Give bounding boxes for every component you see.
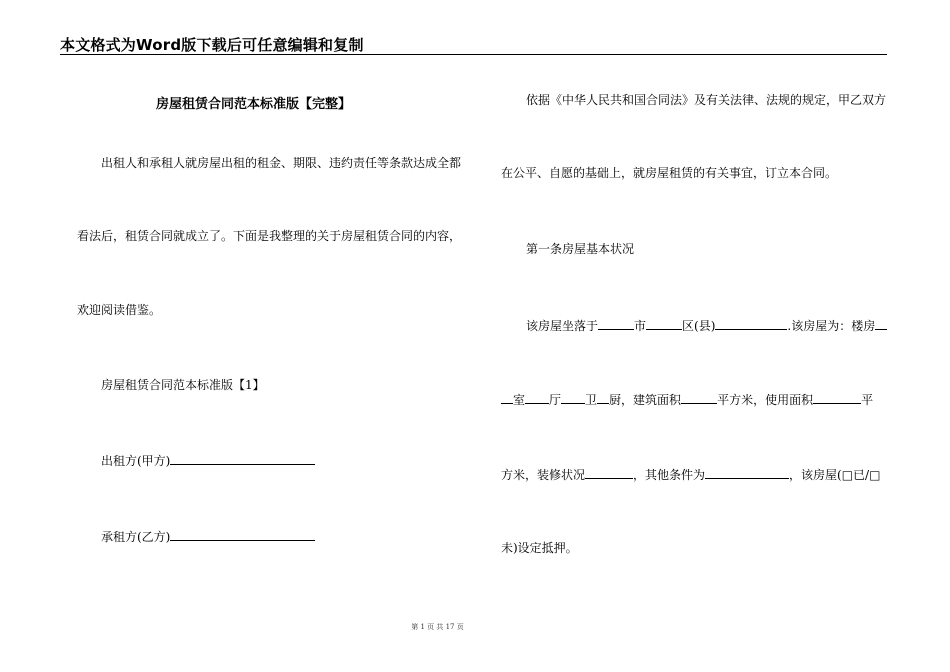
building-area-blank [681, 391, 717, 404]
district-blank [646, 317, 682, 330]
lessee-line [101, 528, 315, 544]
room-count-blank [501, 391, 513, 404]
address-blank [715, 317, 787, 330]
ping-label: 平 [861, 393, 874, 407]
city-label: 市 [634, 319, 647, 333]
lessee-blank [170, 528, 315, 541]
intro-paragraph-line-2: 看法后，租赁合同就成立了。下面是我整理的关于房屋租赁合同的内容， [77, 229, 462, 243]
intro-paragraph-line-3: 欢迎阅读借鉴。 [77, 303, 162, 317]
room-layout-line [501, 391, 873, 407]
city-blank [598, 317, 634, 330]
mortgage-line-end: 未)设定抵押。 [501, 541, 578, 555]
location-prefix: 该房屋坐落于 [526, 319, 599, 333]
room-unit: 室 [513, 393, 526, 407]
usable-area-label: 平方米，使用面积 [717, 393, 814, 407]
bath-count-blank [561, 391, 585, 404]
sqm-decoration-label: 方米，装修状况 [501, 468, 586, 482]
hall-unit: 厅 [549, 393, 562, 407]
other-conditions-label: ，其他条件为 [633, 468, 706, 482]
usable-area-blank [813, 391, 861, 404]
section-heading: 房屋租赁合同范本标准版【1】 [101, 378, 265, 392]
lessee-label: 承租方(乙方) [101, 530, 171, 544]
basis-line-2: 在公平、自愿的基础上，就房屋租赁的有关事宜，订立本合同。 [501, 166, 838, 180]
header-divider [60, 54, 887, 55]
location-line [526, 317, 887, 333]
mortgage-question: ，该房屋(□已/□ [789, 468, 881, 482]
basis-line-1: 依据《中华人民共和国合同法》及有关法律、法规的规定，甲乙双方 [526, 93, 887, 107]
house-type-label: .该房屋为：楼房 [787, 319, 876, 333]
floor-blank [875, 317, 887, 330]
bath-unit: 卫 [585, 393, 598, 407]
kitchen-count-blank [597, 391, 609, 404]
document-header: 本文格式为Word版下载后可任意编辑和复制 [60, 36, 364, 54]
lessor-blank [170, 452, 315, 465]
hall-count-blank [525, 391, 549, 404]
other-conditions-blank [705, 466, 789, 479]
district-label: 区(县) [682, 319, 716, 333]
condition-line [501, 466, 880, 482]
page-number: 第 1 页 共 17 页 [411, 623, 464, 631]
document-title: 房屋租赁合同范本标准版【完整】 [156, 97, 352, 112]
decoration-blank [585, 466, 633, 479]
intro-paragraph-line-1: 出租人和承租人就房屋出租的租金、期限、违约责任等条款达成全都 [101, 156, 462, 170]
lessor-line [101, 452, 315, 468]
article-1-heading: 第一条房屋基本状况 [526, 242, 635, 256]
lessor-label: 出租方(甲方) [101, 454, 171, 468]
kitchen-area-label: 厨，建筑面积 [609, 393, 682, 407]
